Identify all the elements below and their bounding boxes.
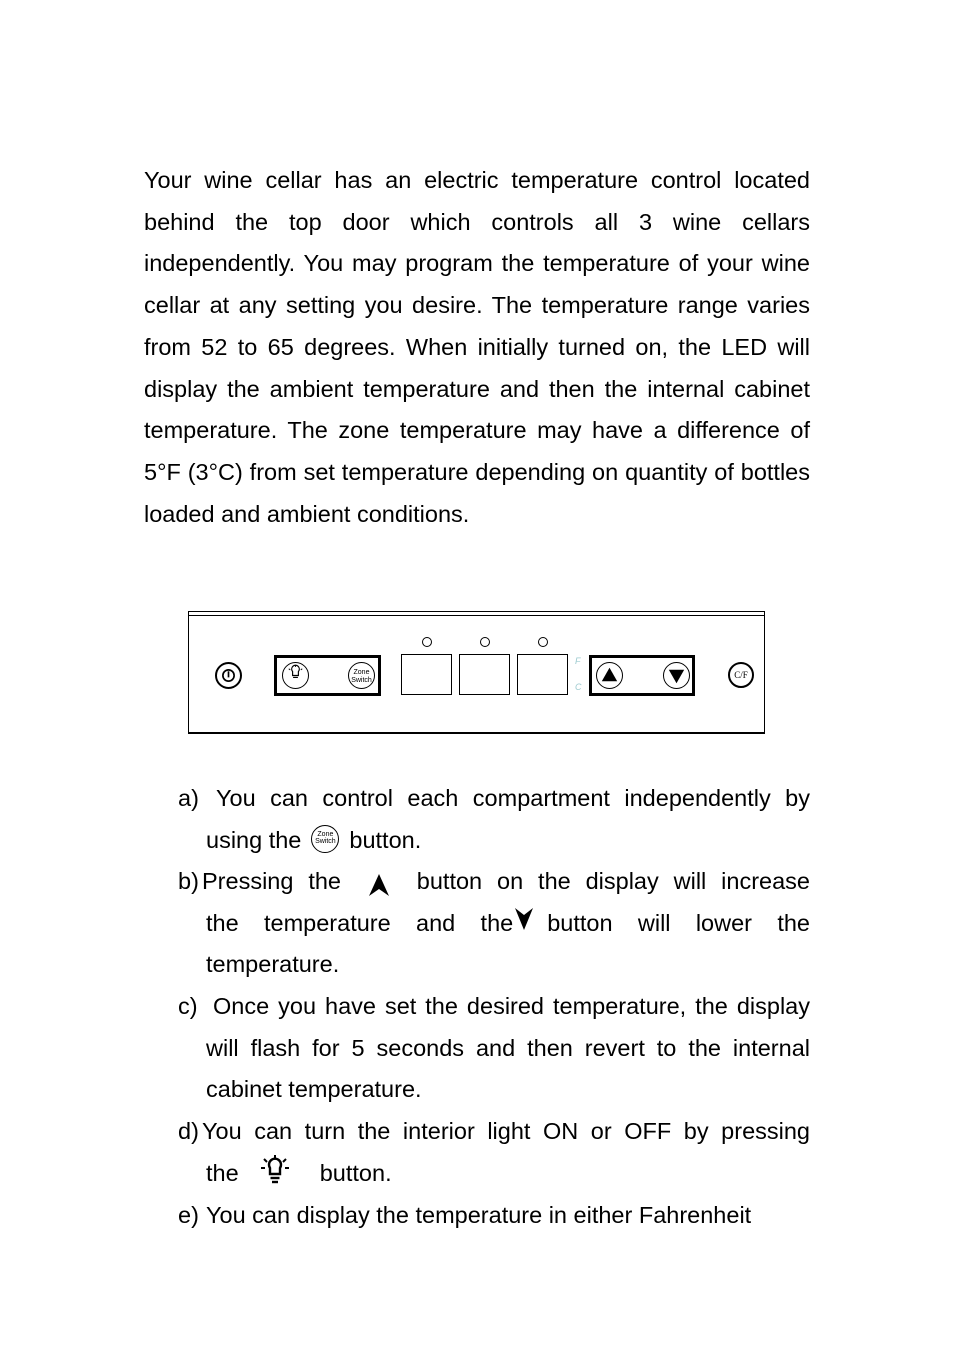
step-d bbox=[178, 1111, 810, 1194]
step-label: d) bbox=[178, 1118, 199, 1144]
intro-paragraph: Your wine cellar has an electric temperature control located behind the top door which controls all 3 wine cellars independently. You may program the temperature of your wine cellar at any setting you desire. The temperature range varies from 52 to 65 degrees. When initially turned on, the LED will display the ambient temperature and then the internal cabinet temperature. The zone temperature may have a difference of 5°F (3°C) from set temperature depending on quantity of bottles loaded and ambient conditions. bbox=[144, 167, 810, 527]
zone-switch-button bbox=[348, 662, 375, 689]
step-c-text: Once you have set the desired temperature, the display will flash for 5 seconds and then revert to the internal cabinet temperature. bbox=[206, 993, 810, 1103]
step-text: button will lower the bbox=[547, 909, 810, 936]
unit-c-indicator: C bbox=[575, 682, 582, 692]
step-d-line1: You can turn the interior light ON or OFF by pressing bbox=[202, 1118, 810, 1144]
zone-indicator-led-3 bbox=[538, 637, 548, 647]
step-label: e) bbox=[178, 1202, 199, 1228]
zone-label: Zone bbox=[353, 669, 370, 676]
arrow-up-icon bbox=[597, 663, 622, 688]
cf-button bbox=[728, 662, 754, 688]
up-down-button-group bbox=[589, 655, 695, 696]
step-b-line3: temperature. bbox=[206, 951, 340, 978]
switch-label: Switch bbox=[315, 838, 336, 845]
step-e bbox=[178, 1195, 810, 1237]
step-text: button. bbox=[349, 826, 422, 853]
arrow-down-icon bbox=[513, 906, 535, 932]
arrow-up-icon bbox=[366, 872, 392, 898]
down-button bbox=[663, 662, 690, 689]
zone-label: Zone bbox=[317, 830, 334, 838]
step-label: c) bbox=[178, 993, 198, 1019]
step-a-line2 bbox=[206, 820, 810, 862]
step-text: button on the display will increase bbox=[416, 868, 810, 894]
zone-switch-icon bbox=[349, 669, 374, 684]
unit-f-indicator: F bbox=[575, 656, 581, 666]
step-c bbox=[178, 986, 810, 1111]
step-text: button. bbox=[319, 1159, 392, 1186]
zone-indicator-led-1 bbox=[422, 637, 432, 647]
zone-indicator-led-2 bbox=[480, 637, 490, 647]
power-button bbox=[215, 662, 242, 689]
light-bulb-icon bbox=[283, 663, 308, 688]
celsius-fahrenheit-icon: C/F bbox=[734, 670, 748, 680]
switch-label: Switch bbox=[351, 676, 372, 684]
display-digit-1 bbox=[401, 654, 452, 695]
light-button bbox=[282, 662, 309, 689]
step-text: the temperature and the bbox=[206, 909, 514, 936]
step-b bbox=[178, 861, 810, 986]
step-text: Pressing the bbox=[202, 868, 341, 894]
step-a-line1: You can control each compartment independently by bbox=[216, 785, 810, 811]
control-panel-diagram bbox=[188, 611, 765, 734]
zone-switch-icon bbox=[311, 825, 339, 853]
step-a bbox=[178, 778, 810, 861]
light-bulb-icon bbox=[259, 1154, 291, 1190]
step-b-line2 bbox=[206, 903, 810, 945]
step-label: a) bbox=[178, 785, 199, 811]
arrow-down-icon bbox=[664, 663, 689, 688]
step-e-text: You can display the temperature in either Fahrenheit bbox=[206, 1202, 752, 1228]
step-text: the bbox=[206, 1159, 239, 1186]
power-icon bbox=[221, 668, 236, 683]
display-digit-3 bbox=[517, 654, 568, 695]
panel-top-edge bbox=[189, 615, 764, 616]
up-button bbox=[596, 662, 623, 689]
step-label: b) bbox=[178, 868, 199, 894]
light-zone-button-group bbox=[274, 655, 381, 696]
step-b-line1 bbox=[202, 861, 810, 903]
display-digit-2 bbox=[459, 654, 510, 695]
step-text: using the bbox=[206, 826, 302, 853]
step-d-line2 bbox=[206, 1153, 810, 1195]
